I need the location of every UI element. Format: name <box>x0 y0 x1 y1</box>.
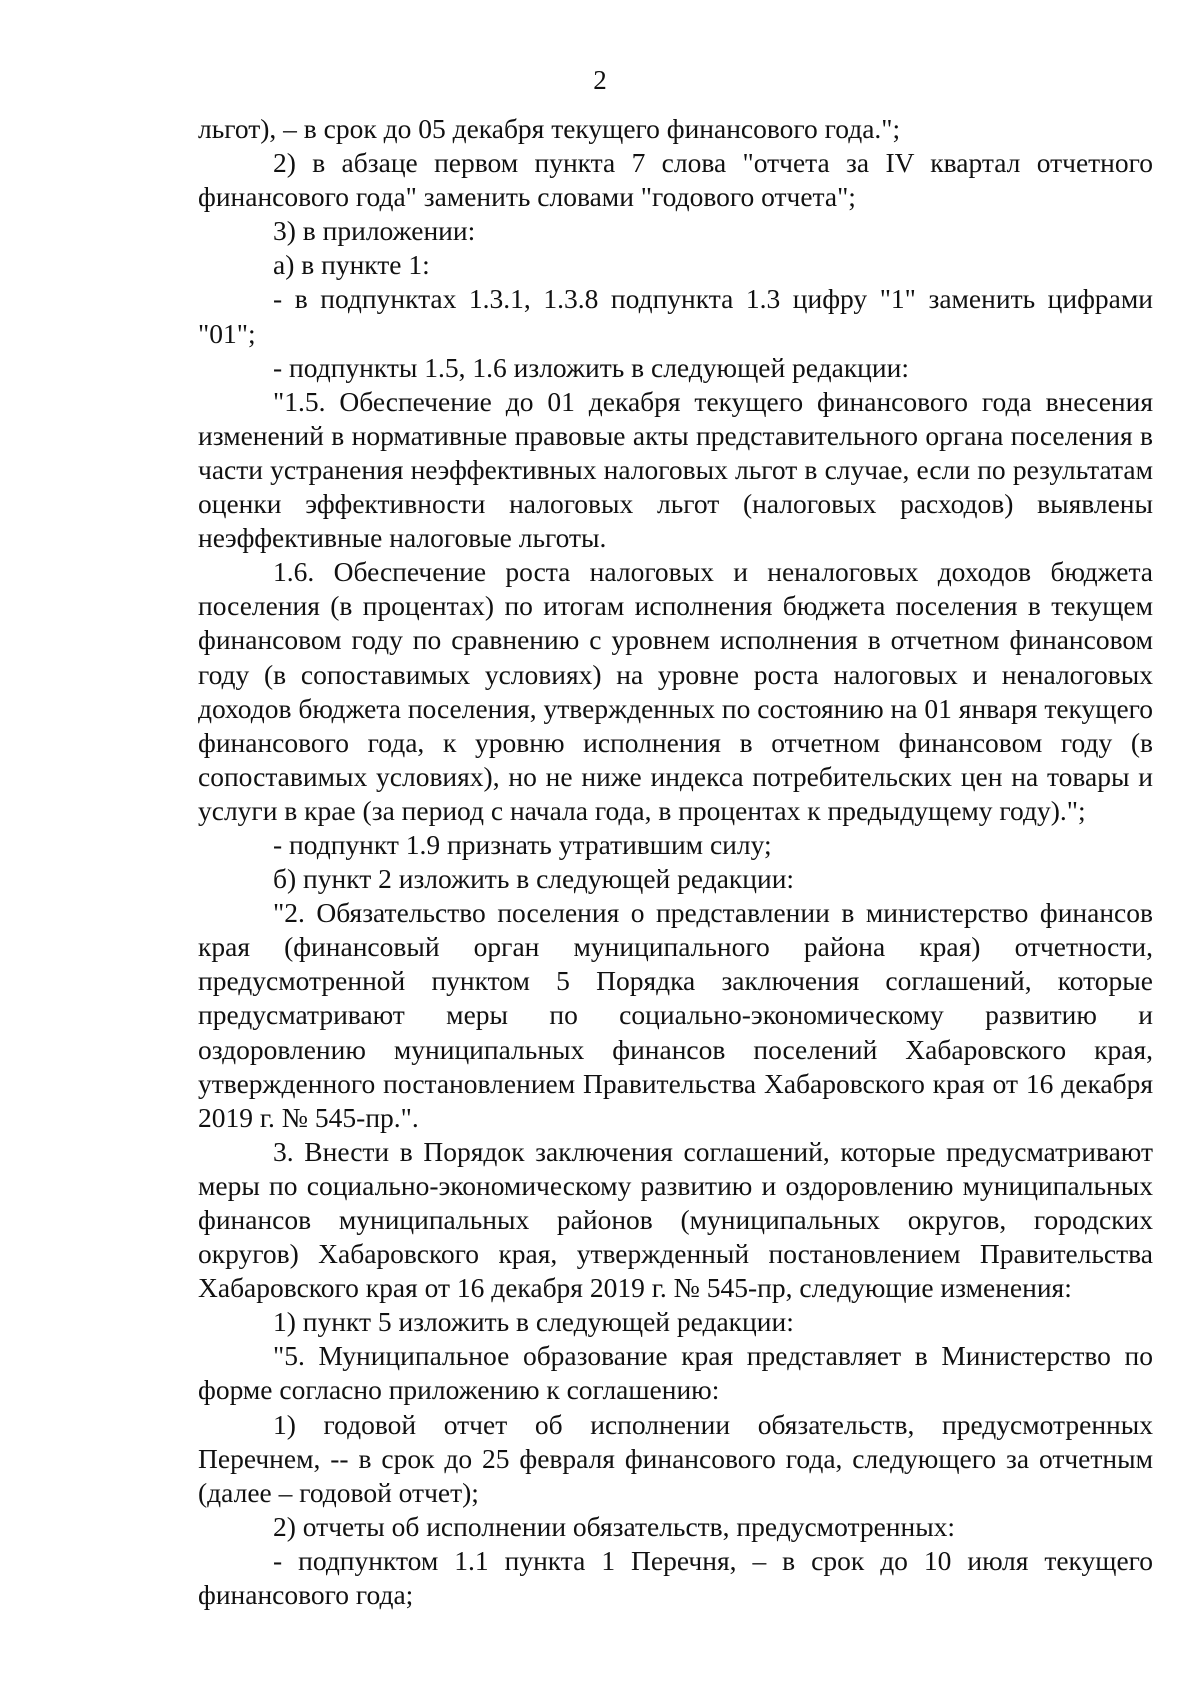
paragraph-clause-1-5: "1.5. Обеспечение до 01 декабря текущего финансового года внесения изменений в нормативные правовые акты представительного органа поселения в части устранения неэффективных налоговых льгот в случае, если по результатам оценки эффективности налоговых льгот (налоговых расходов) выявлены неэффективные налоговые льготы. <box>198 385 1153 554</box>
paragraph-item-1-point-5: 1) пункт 5 изложить в следующей редакции: <box>273 1306 794 1338</box>
paragraph-subitem-a: а) в пункте 1: <box>273 249 430 281</box>
paragraph-section-3: 3. Внести в Порядок заключения соглашений, которые предусматривают меры по социально-экономическому развитию и оздоровлению муниципальных финансов муниципальных районов (муниципальных округов, городских округов) Хабаровского края, утвержденный постановлением Правительства Хабаровского края от 16 декабря 2019 г. № 545-пр, следующие изменения: <box>198 1135 1153 1304</box>
paragraph-clause-2: "2. Обязательство поселения о представлении в министерство финансов края (финансовый орган муниципального района края) отчетности, предусмотренной пунктом 5 Порядка заключения соглашений, которые предусматривают меры по социально-экономическому развитию и оздоровлению муниципальных финансов поселений Хабаровского края, утвержденного постановлением Правительства Хабаровского края от 16 декабря 2019 г. № 545-пр.". <box>198 897 1153 1133</box>
document-body <box>198 112 1153 1612</box>
paragraph-continuation: льгот), – в срок до 05 декабря текущего финансового года."; <box>198 113 901 144</box>
paragraph-reports: 2) отчеты об исполнении обязательств, предусмотренных: <box>273 1510 956 1542</box>
paragraph-dash-subpoint-1-1: - подпунктом 1.1 пункта 1 Перечня, – в срок до 10 июля текущего финансового года; <box>198 1544 1153 1611</box>
page-number: 2 <box>593 65 607 95</box>
paragraph-dash-subpoints-1-3: - в подпунктах 1.3.1, 1.3.8 подпункта 1.3 цифру "1" заменить цифрами "01"; <box>198 283 1153 349</box>
paragraph-dash-subpoint-1-9: - подпункт 1.9 признать утратившим силу; <box>273 828 772 860</box>
paragraph-item-3: 3) в приложении: <box>273 215 476 247</box>
paragraph-dash-subpoints-1-5-1-6: - подпункты 1.5, 1.6 изложить в следующей редакции: <box>273 351 909 383</box>
paragraph-subitem-b: б) пункт 2 изложить в следующей редакции: <box>273 863 795 895</box>
paragraph-item-2: 2) в абзаце первом пункта 7 слова "отчета за IV квартал отчетного финансового года" заменить словами "годового отчета"; <box>198 147 1153 213</box>
paragraph-clause-1-6: 1.6. Обеспечение роста налоговых и неналоговых доходов бюджета поселения (в процентах) по итогам исполнения бюджета поселения в текущем финансовом году по сравнению с уровнем исполнения в отчетном финансовом году (в сопоставимых условиях) на уровне роста налоговых и неналоговых доходов бюджета поселения, утвержденных по состоянию на 01 января текущего финансового года, к уровню исполнения в отчетном финансовом году (в сопоставимых условиях), но не ниже индекса потребительских цен на товары и услуги в крае (за период с начала года, в процентах к предыдущему году)."; <box>198 556 1153 826</box>
paragraph-clause-5: "5. Муниципальное образование края представляет в Министерство по форме согласно приложению к соглашению: <box>198 1340 1153 1406</box>
paragraph-annual-report: 1) годовой отчет об исполнении обязательств, предусмотренных Перечнем, -- в срок до 25 февраля финансового года, следующего за отчетным (далее – годовой отчет); <box>198 1408 1153 1508</box>
